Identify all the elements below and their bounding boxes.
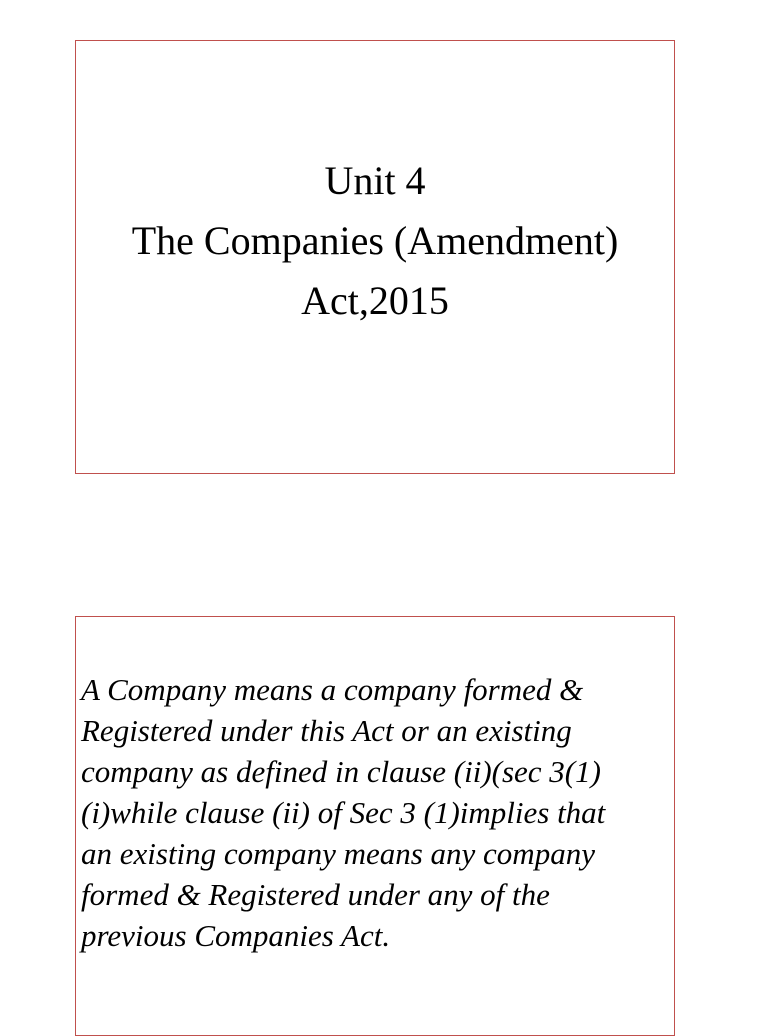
definition-paragraph [81,669,681,956]
title-act-name: The Companies (Amendment) [131,218,619,263]
body-line: Registered under this Act or an existing [81,713,572,748]
slide-title [75,40,675,474]
title-unit: Unit 4 [324,158,426,203]
title-act-year: Act,2015 [301,278,449,323]
slide-definition [75,616,675,1036]
body-line: A Company means a company formed & [81,672,584,707]
body-line: (i)while clause (ii) of Sec 3 (1)implies that [81,795,606,830]
body-line: an existing company means any company [81,836,595,871]
body-line: previous Companies Act. [81,918,391,953]
slide-title-heading [76,151,674,331]
body-line: company as defined in clause (ii)(sec 3(1) [81,754,601,789]
body-line: formed & Registered under any of the [81,877,550,912]
